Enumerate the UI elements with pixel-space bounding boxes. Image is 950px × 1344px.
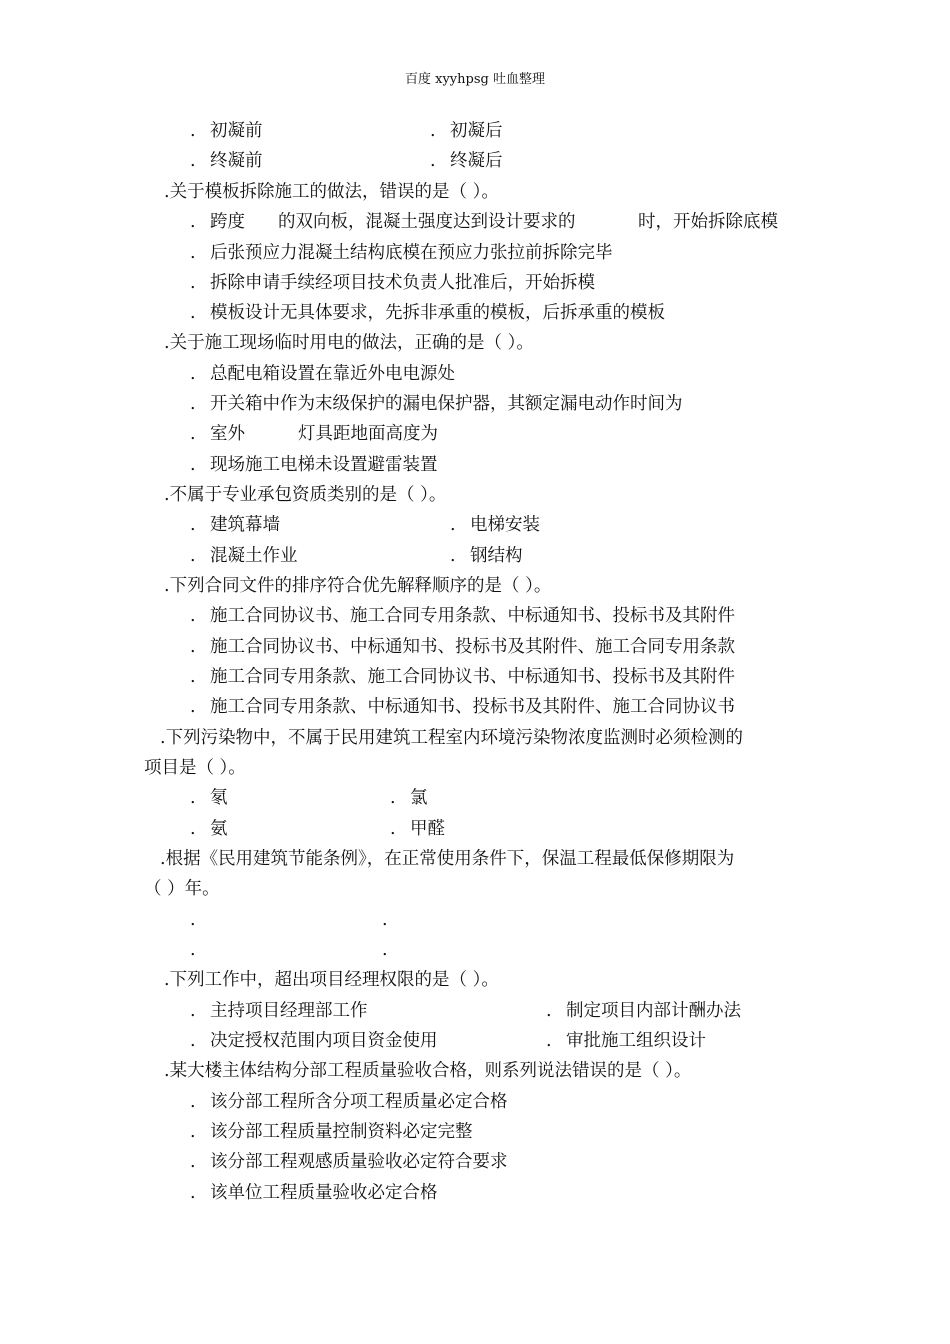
option-text: 拆除申请手续经项目技术负责人批准后，开始拆模 xyxy=(210,273,595,293)
option-text: 开关箱中作为末级保护的漏电保护器，其额定漏电动作时间为 xyxy=(210,394,683,414)
option-marker: . xyxy=(190,606,196,626)
option-marker: . xyxy=(190,910,196,930)
option-text: 审批施工组织设计 xyxy=(566,1031,706,1051)
option-marker: . xyxy=(450,515,456,535)
option-text: 总配电箱设置在靠近外电电源处 xyxy=(210,364,455,384)
option-text: 灯具距地面高度为 xyxy=(298,424,438,444)
option-marker: . xyxy=(190,1031,196,1051)
option-text: 终凝后 xyxy=(450,151,503,171)
question-stem: .某大楼主体结构分部工程质量验收合格，则系列说法错误的是（ ）。 xyxy=(164,1061,692,1081)
option-text: 后张预应力混凝土结构底模在预应力张拉前拆除完毕 xyxy=(210,243,613,263)
option-text: 该分部工程质量控制资料必定完整 xyxy=(210,1122,473,1142)
option-marker: . xyxy=(190,546,196,566)
question-stem: .关于模板拆除施工的做法，错误的是（ ）。 xyxy=(164,182,499,202)
option-text: 现场施工电梯未设置避雷装置 xyxy=(210,455,438,475)
option-marker: . xyxy=(190,697,196,717)
option-marker: . xyxy=(190,364,196,384)
question-stem-continued: 项目是（ ）。 xyxy=(144,758,246,778)
option-text: 施工合同协议书、中标通知书、投标书及其附件、施工合同专用条款 xyxy=(210,637,735,657)
option-marker: . xyxy=(190,212,196,232)
question-stem: .下列工作中，超出项目经理权限的是（ ）。 xyxy=(164,970,499,990)
option-marker: . xyxy=(190,394,196,414)
option-marker: . xyxy=(190,1001,196,1021)
option-marker: . xyxy=(190,1092,196,1112)
option-marker: . xyxy=(190,788,196,808)
option-text: 氨 xyxy=(210,819,228,839)
option-text: 制定项目内部计酬办法 xyxy=(566,1001,741,1021)
option-marker: . xyxy=(190,424,196,444)
option-text: 氡 xyxy=(210,788,228,808)
option-text: 终凝前 xyxy=(210,151,263,171)
option-marker: . xyxy=(190,303,196,323)
option-marker: . xyxy=(190,151,196,171)
option-marker: . xyxy=(390,788,396,808)
option-marker: . xyxy=(190,940,196,960)
option-marker: . xyxy=(190,667,196,687)
option-text: 主持项目经理部工作 xyxy=(210,1001,368,1021)
option-marker: . xyxy=(546,1001,552,1021)
option-marker: . xyxy=(190,455,196,475)
option-marker: . xyxy=(190,819,196,839)
option-marker: . xyxy=(430,151,436,171)
option-text: 决定授权范围内项目资金使用 xyxy=(210,1031,438,1051)
option-text: 钢结构 xyxy=(470,546,523,566)
option-marker: . xyxy=(190,637,196,657)
option-marker: . xyxy=(546,1031,552,1051)
option-marker: . xyxy=(190,1122,196,1142)
question-stem-continued: （ ）年。 xyxy=(144,879,220,899)
option-text: 该单位工程质量验收必定合格 xyxy=(210,1183,438,1203)
option-marker: . xyxy=(382,910,388,930)
option-text: 室外 xyxy=(210,424,245,444)
option-text: 施工合同专用条款、中标通知书、投标书及其附件、施工合同协议书 xyxy=(210,697,735,717)
option-text: 建筑幕墙 xyxy=(210,515,280,535)
option-text: 电梯安装 xyxy=(470,515,540,535)
option-marker: . xyxy=(382,940,388,960)
option-text: 氯 xyxy=(410,788,428,808)
option-text: 施工合同协议书、施工合同专用条款、中标通知书、投标书及其附件 xyxy=(210,606,735,626)
option-marker: . xyxy=(190,1152,196,1172)
option-text: 甲醛 xyxy=(410,819,445,839)
option-marker: . xyxy=(190,515,196,535)
option-text: 跨度 xyxy=(210,212,245,232)
option-marker: . xyxy=(390,819,396,839)
option-text: 混凝土作业 xyxy=(210,546,298,566)
option-text: 施工合同专用条款、施工合同协议书、中标通知书、投标书及其附件 xyxy=(210,667,735,687)
option-text: 模板设计无具体要求，先拆非承重的模板，后拆承重的模板 xyxy=(210,303,665,323)
option-marker: . xyxy=(430,121,436,141)
question-stem: .下列合同文件的排序符合优先解释顺序的是（ ）。 xyxy=(164,576,552,596)
option-marker: . xyxy=(190,121,196,141)
option-text: 该分部工程观感质量验收必定符合要求 xyxy=(210,1152,508,1172)
page-header: 百度 xyyhpsg 吐血整理 xyxy=(405,72,545,87)
option-marker: . xyxy=(190,1183,196,1203)
question-stem: .根据《民用建筑节能条例》，在正常使用条件下，保温工程最低保修期限为 xyxy=(160,849,735,869)
option-text: 初凝后 xyxy=(450,121,503,141)
question-stem: .不属于专业承包资质类别的是（ ）。 xyxy=(164,485,447,505)
option-text: 该分部工程所含分项工程质量必定合格 xyxy=(210,1092,508,1112)
option-text: 时，开始拆除底模 xyxy=(638,212,778,232)
question-stem: .关于施工现场临时用电的做法，正确的是（ ）。 xyxy=(164,333,534,353)
option-marker: . xyxy=(450,546,456,566)
option-text: 的双向板，混凝土强度达到设计要求的 xyxy=(278,212,576,232)
option-text: 初凝前 xyxy=(210,121,263,141)
option-marker: . xyxy=(190,243,196,263)
option-marker: . xyxy=(190,273,196,293)
question-stem: .下列污染物中，不属于民用建筑工程室内环境污染物浓度监测时必须检测的 xyxy=(160,728,744,748)
